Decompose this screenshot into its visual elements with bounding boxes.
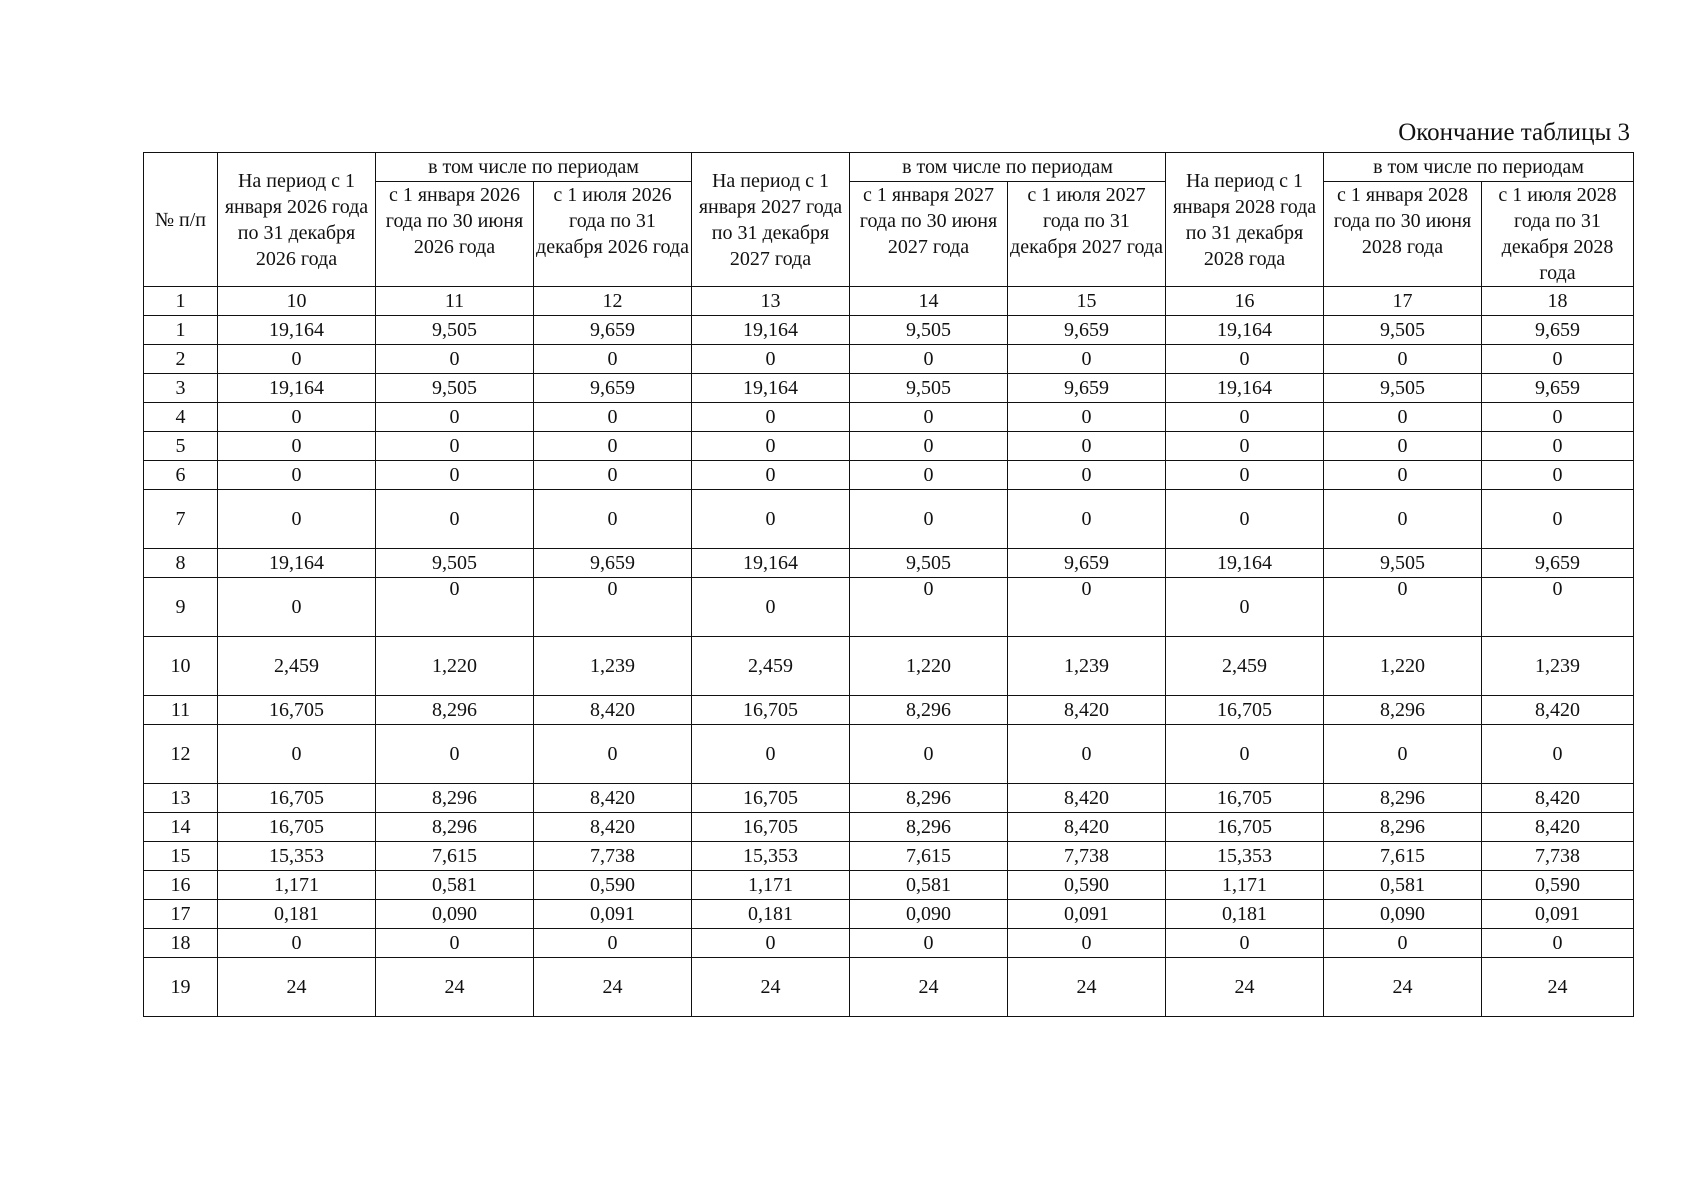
value-cell: 0 — [1166, 345, 1324, 374]
header-period-full-2027: На период с 1 января 2027 года по 31 декабря 2027 года — [692, 153, 850, 287]
value-cell: 1,220 — [850, 637, 1008, 696]
value-cell: 0 — [692, 929, 850, 958]
value-cell: 0,091 — [1482, 900, 1634, 929]
value-cell: 0 — [850, 578, 1008, 637]
row-number-cell: 3 — [144, 374, 218, 403]
value-cell: 24 — [218, 958, 376, 1017]
value-cell: 0 — [1482, 461, 1634, 490]
value-cell: 8,296 — [850, 696, 1008, 725]
value-cell: 0,181 — [1166, 900, 1324, 929]
value-cell: 0,090 — [1324, 900, 1482, 929]
value-cell: 0,581 — [376, 871, 534, 900]
table-body — [144, 287, 1634, 1017]
value-cell: 0 — [376, 929, 534, 958]
value-cell: 19,164 — [1166, 316, 1324, 345]
value-cell: 9,505 — [850, 374, 1008, 403]
value-cell: 0 — [1482, 432, 1634, 461]
value-cell: 8,296 — [850, 813, 1008, 842]
value-cell: 8,296 — [1324, 813, 1482, 842]
row-number-cell: 17 — [144, 900, 218, 929]
value-cell: 0 — [376, 403, 534, 432]
value-cell: 7,615 — [850, 842, 1008, 871]
value-cell: 0 — [218, 403, 376, 432]
value-cell: 7,738 — [534, 842, 692, 871]
value-cell: 0 — [534, 725, 692, 784]
value-cell: 0,590 — [1482, 871, 1634, 900]
value-cell: 0 — [692, 345, 850, 374]
value-cell: 0 — [850, 725, 1008, 784]
value-cell: 0 — [1324, 403, 1482, 432]
value-cell: 19,164 — [692, 374, 850, 403]
table-row — [144, 696, 1634, 725]
value-cell: 19,164 — [1166, 374, 1324, 403]
value-cell: 0,091 — [534, 900, 692, 929]
value-cell: 1,171 — [692, 871, 850, 900]
header-period-group-2028: в том числе по периодам — [1324, 153, 1634, 182]
column-number: 10 — [218, 287, 376, 316]
value-cell: 0 — [1166, 403, 1324, 432]
value-cell: 0 — [1008, 432, 1166, 461]
column-number: 16 — [1166, 287, 1324, 316]
value-cell: 24 — [534, 958, 692, 1017]
value-cell: 0 — [376, 725, 534, 784]
column-number: 13 — [692, 287, 850, 316]
value-cell: 16,705 — [1166, 696, 1324, 725]
header-row-number: № п/п — [144, 153, 218, 287]
header-half1-2027: с 1 января 2027 года по 30 июня 2027 года — [850, 182, 1008, 287]
header-period-full-2028: На период с 1 января 2028 года по 31 декабря 2028 года — [1166, 153, 1324, 287]
value-cell: 0 — [850, 929, 1008, 958]
value-cell: 9,505 — [1324, 374, 1482, 403]
value-cell: 0 — [1166, 432, 1324, 461]
value-cell: 0,181 — [218, 900, 376, 929]
value-cell: 9,659 — [1008, 549, 1166, 578]
value-cell: 1,220 — [376, 637, 534, 696]
row-number-cell: 16 — [144, 871, 218, 900]
column-number-row — [144, 287, 1634, 316]
row-number-cell: 18 — [144, 929, 218, 958]
table-row — [144, 813, 1634, 842]
table-row — [144, 432, 1634, 461]
value-cell: 9,505 — [376, 549, 534, 578]
value-cell: 0 — [534, 490, 692, 549]
value-cell: 0 — [1166, 490, 1324, 549]
row-number-cell: 19 — [144, 958, 218, 1017]
value-cell: 0 — [534, 432, 692, 461]
value-cell: 24 — [1482, 958, 1634, 1017]
column-number: 18 — [1482, 287, 1634, 316]
value-cell: 0 — [692, 432, 850, 461]
table-row — [144, 958, 1634, 1017]
value-cell: 9,659 — [1008, 374, 1166, 403]
value-cell: 0 — [1324, 461, 1482, 490]
value-cell: 0 — [1482, 578, 1634, 637]
row-number-cell: 11 — [144, 696, 218, 725]
value-cell: 8,420 — [1008, 784, 1166, 813]
value-cell: 7,738 — [1008, 842, 1166, 871]
value-cell: 0 — [1482, 490, 1634, 549]
value-cell: 0 — [850, 345, 1008, 374]
value-cell: 9,659 — [1482, 549, 1634, 578]
value-cell: 0 — [1482, 725, 1634, 784]
row-number-cell: 5 — [144, 432, 218, 461]
value-cell: 0 — [218, 725, 376, 784]
column-number: 17 — [1324, 287, 1482, 316]
value-cell: 24 — [692, 958, 850, 1017]
value-cell: 0 — [692, 725, 850, 784]
value-cell: 0 — [692, 490, 850, 549]
value-cell: 0 — [218, 432, 376, 461]
table-row — [144, 578, 1634, 637]
value-cell: 0 — [218, 929, 376, 958]
value-cell: 1,239 — [1008, 637, 1166, 696]
value-cell: 24 — [850, 958, 1008, 1017]
value-cell: 0,590 — [1008, 871, 1166, 900]
row-number-cell: 7 — [144, 490, 218, 549]
value-cell: 16,705 — [692, 813, 850, 842]
header-period-full-2026: На период с 1 января 2026 года по 31 декабря 2026 года — [218, 153, 376, 287]
value-cell: 2,459 — [218, 637, 376, 696]
value-cell: 8,420 — [534, 696, 692, 725]
value-cell: 0 — [850, 461, 1008, 490]
value-cell: 0,581 — [850, 871, 1008, 900]
value-cell: 9,505 — [376, 316, 534, 345]
value-cell: 0 — [1324, 432, 1482, 461]
value-cell: 0 — [376, 345, 534, 374]
column-number: 15 — [1008, 287, 1166, 316]
value-cell: 15,353 — [1166, 842, 1324, 871]
value-cell: 9,659 — [1482, 316, 1634, 345]
value-cell: 7,738 — [1482, 842, 1634, 871]
header-period-group-2027: в том числе по периодам — [850, 153, 1166, 182]
value-cell: 7,615 — [376, 842, 534, 871]
value-cell: 9,659 — [534, 374, 692, 403]
value-cell: 15,353 — [692, 842, 850, 871]
value-cell: 0,090 — [850, 900, 1008, 929]
row-number-cell: 12 — [144, 725, 218, 784]
value-cell: 9,505 — [850, 316, 1008, 345]
value-cell: 8,420 — [1482, 784, 1634, 813]
value-cell: 0 — [534, 461, 692, 490]
value-cell: 24 — [1166, 958, 1324, 1017]
value-cell: 0 — [1008, 578, 1166, 637]
value-cell: 9,505 — [376, 374, 534, 403]
row-number-cell: 15 — [144, 842, 218, 871]
row-number-cell: 2 — [144, 345, 218, 374]
value-cell: 0 — [218, 461, 376, 490]
value-cell: 8,296 — [1324, 696, 1482, 725]
row-number-cell: 8 — [144, 549, 218, 578]
header-half2-2026: с 1 июля 2026 года по 31 декабря 2026 года — [534, 182, 692, 287]
value-cell: 9,505 — [1324, 316, 1482, 345]
value-cell: 8,420 — [534, 813, 692, 842]
table-row — [144, 374, 1634, 403]
value-cell: 24 — [1324, 958, 1482, 1017]
value-cell: 0,590 — [534, 871, 692, 900]
value-cell: 8,420 — [1482, 696, 1634, 725]
value-cell: 0 — [218, 490, 376, 549]
column-number: 12 — [534, 287, 692, 316]
table-row — [144, 929, 1634, 958]
value-cell: 0 — [692, 578, 850, 637]
value-cell: 16,705 — [218, 784, 376, 813]
value-cell: 16,705 — [692, 696, 850, 725]
value-cell: 0 — [1166, 725, 1324, 784]
value-cell: 8,296 — [850, 784, 1008, 813]
value-cell: 8,296 — [376, 784, 534, 813]
value-cell: 0,581 — [1324, 871, 1482, 900]
value-cell: 7,615 — [1324, 842, 1482, 871]
column-number: 1 — [144, 287, 218, 316]
value-cell: 1,220 — [1324, 637, 1482, 696]
value-cell: 0 — [1008, 345, 1166, 374]
table-row — [144, 345, 1634, 374]
value-cell: 0 — [1008, 929, 1166, 958]
value-cell: 0,091 — [1008, 900, 1166, 929]
value-cell: 0 — [534, 403, 692, 432]
value-cell: 0 — [1324, 725, 1482, 784]
value-cell: 0 — [1166, 578, 1324, 637]
value-cell: 16,705 — [1166, 813, 1324, 842]
value-cell: 0 — [1482, 929, 1634, 958]
value-cell: 8,420 — [1008, 813, 1166, 842]
value-cell: 0 — [850, 432, 1008, 461]
value-cell: 0 — [1482, 345, 1634, 374]
value-cell: 19,164 — [218, 374, 376, 403]
table-row — [144, 403, 1634, 432]
table-row — [144, 871, 1634, 900]
value-cell: 16,705 — [218, 813, 376, 842]
value-cell: 9,505 — [850, 549, 1008, 578]
value-cell: 0 — [534, 929, 692, 958]
value-cell: 8,420 — [1008, 696, 1166, 725]
value-cell: 0,181 — [692, 900, 850, 929]
column-number: 11 — [376, 287, 534, 316]
value-cell: 19,164 — [692, 316, 850, 345]
table-row — [144, 637, 1634, 696]
value-cell: 9,659 — [534, 316, 692, 345]
row-number-cell: 1 — [144, 316, 218, 345]
value-cell: 0 — [1008, 725, 1166, 784]
value-cell: 1,171 — [1166, 871, 1324, 900]
value-cell: 0 — [534, 345, 692, 374]
value-cell: 8,420 — [1482, 813, 1634, 842]
value-cell: 0 — [692, 461, 850, 490]
row-number-cell: 6 — [144, 461, 218, 490]
value-cell: 16,705 — [692, 784, 850, 813]
value-cell: 0 — [1482, 403, 1634, 432]
column-number: 14 — [850, 287, 1008, 316]
row-number-cell: 13 — [144, 784, 218, 813]
value-cell: 0 — [1008, 403, 1166, 432]
table-row — [144, 842, 1634, 871]
value-cell: 8,296 — [376, 813, 534, 842]
value-cell: 0 — [1008, 461, 1166, 490]
value-cell: 19,164 — [218, 549, 376, 578]
value-cell: 9,659 — [1482, 374, 1634, 403]
value-cell: 2,459 — [1166, 637, 1324, 696]
value-cell: 24 — [1008, 958, 1166, 1017]
value-cell: 0 — [1166, 929, 1324, 958]
value-cell: 8,296 — [1324, 784, 1482, 813]
value-cell: 0 — [534, 578, 692, 637]
value-cell: 1,239 — [1482, 637, 1634, 696]
value-cell: 0 — [1166, 461, 1324, 490]
table-row — [144, 461, 1634, 490]
value-cell: 9,659 — [1008, 316, 1166, 345]
header-period-group-2026: в том числе по периодам — [376, 153, 692, 182]
value-cell: 0 — [218, 578, 376, 637]
value-cell: 2,459 — [692, 637, 850, 696]
table-row — [144, 549, 1634, 578]
value-cell: 0 — [850, 490, 1008, 549]
value-cell: 19,164 — [1166, 549, 1324, 578]
header-half2-2027: с 1 июля 2027 года по 31 декабря 2027 года — [1008, 182, 1166, 287]
table-caption: Окончание таблицы 3 — [1398, 119, 1630, 146]
value-cell: 0 — [1324, 490, 1482, 549]
table-header — [144, 153, 1634, 287]
data-table — [143, 152, 1634, 1017]
value-cell: 16,705 — [1166, 784, 1324, 813]
value-cell: 0 — [1008, 490, 1166, 549]
table-row — [144, 900, 1634, 929]
value-cell: 0 — [376, 432, 534, 461]
value-cell: 15,353 — [218, 842, 376, 871]
value-cell: 0 — [376, 461, 534, 490]
header-half1-2026: с 1 января 2026 года по 30 июня 2026 года — [376, 182, 534, 287]
value-cell: 0 — [376, 578, 534, 637]
value-cell: 0 — [1324, 929, 1482, 958]
value-cell: 24 — [376, 958, 534, 1017]
row-number-cell: 14 — [144, 813, 218, 842]
value-cell: 0 — [218, 345, 376, 374]
value-cell: 19,164 — [692, 549, 850, 578]
value-cell: 0 — [850, 403, 1008, 432]
value-cell: 1,171 — [218, 871, 376, 900]
value-cell: 0 — [376, 490, 534, 549]
value-cell: 0 — [1324, 345, 1482, 374]
table-row — [144, 725, 1634, 784]
header-half2-2028: с 1 июля 2028 года по 31 декабря 2028 года — [1482, 182, 1634, 287]
header-half1-2028: с 1 января 2028 года по 30 июня 2028 года — [1324, 182, 1482, 287]
value-cell: 19,164 — [218, 316, 376, 345]
table-row — [144, 784, 1634, 813]
value-cell: 1,239 — [534, 637, 692, 696]
value-cell: 0,090 — [376, 900, 534, 929]
table-row — [144, 490, 1634, 549]
value-cell: 9,659 — [534, 549, 692, 578]
row-number-cell: 10 — [144, 637, 218, 696]
value-cell: 8,296 — [376, 696, 534, 725]
value-cell: 0 — [692, 403, 850, 432]
value-cell: 9,505 — [1324, 549, 1482, 578]
row-number-cell: 4 — [144, 403, 218, 432]
row-number-cell: 9 — [144, 578, 218, 637]
table-row — [144, 316, 1634, 345]
value-cell: 8,420 — [534, 784, 692, 813]
value-cell: 0 — [1324, 578, 1482, 637]
value-cell: 16,705 — [218, 696, 376, 725]
